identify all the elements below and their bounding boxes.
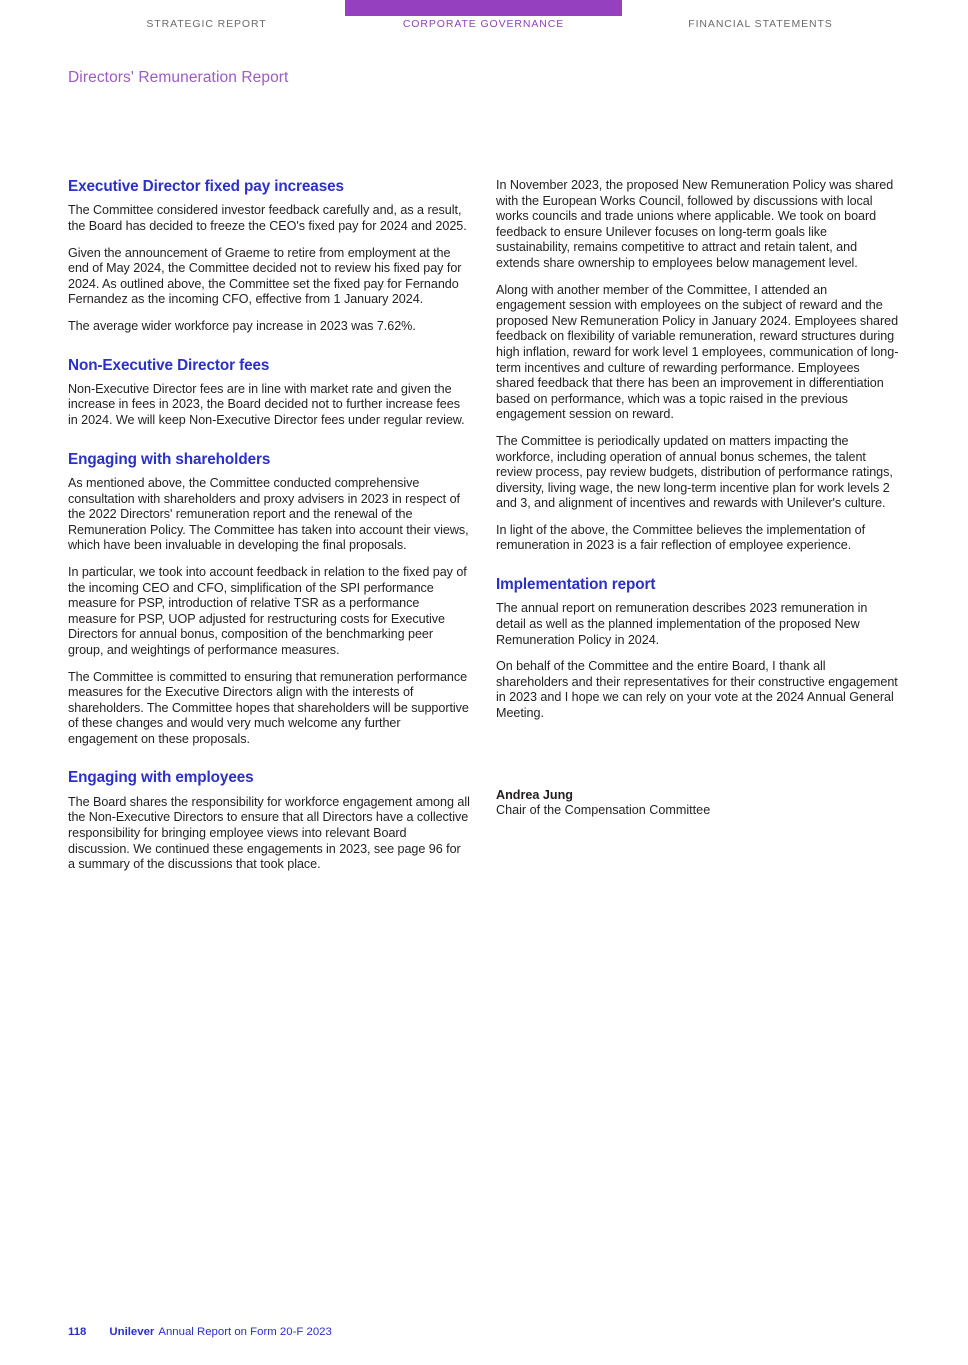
tab-corporate-governance[interactable] (345, 0, 622, 40)
left-column (68, 178, 471, 873)
tab-financial-statements-label: FINANCIAL STATEMENTS (688, 18, 833, 30)
tab-financial-statements[interactable] (622, 0, 899, 40)
tab-corporate-governance-label: CORPORATE GOVERNANCE (402, 18, 565, 30)
signature-name: Andrea Jung (496, 787, 573, 802)
paragraph: Given the announcement of Graeme to retire from employment at the end of May 2024, the Committee decided not to review his fixed pay for 2024. As outlined above, the Committee set the fixed pay for Fernando Fernandez as the incoming CFO, effective from 1 January 2024. (68, 245, 462, 307)
tab-strategic-report[interactable] (68, 0, 345, 40)
paragraph: The Board shares the responsibility for workforce engagement among all the Non-Executive Directors to ensure that all Directors have a collective responsibility for bringing employee views into relevant Board discussion. We continued these engagements in 2023, see page 96 for a summary of the discussions that took place. (68, 794, 470, 872)
paragraph: The annual report on remuneration describes 2023 remuneration in detail as well as the planned implementation of the proposed New Remuneration Policy in 2024. (496, 601, 868, 647)
heading-engaging-with-employees: Engaging with employees (68, 769, 254, 787)
heading-engaging-with-shareholders: Engaging with shareholders (68, 450, 271, 468)
footer-page-number: 118 (68, 1326, 87, 1338)
footer-brand: Unilever (109, 1326, 155, 1338)
tab-strategic-report-label: STRATEGIC REPORT (146, 18, 267, 30)
paragraph: Non-Executive Director fees are in line with market rate and given the increase in fees in 2023, the Board decided not to further increase fees in 2024. We will keep Non-Executive Director fees under regular review. (68, 381, 465, 428)
tab-financial-statements-strip (622, 0, 899, 16)
paragraph: In November 2023, the proposed New Remuneration Policy was shared with the European Works Council, followed by discussions with local works councils and trade unions where applicable. We took on board feedback to ensure Unilever focuses on long-term goals like sustainability, remains competitive to attract and retain talent, and extends share ownership to employees below management level. (496, 178, 894, 270)
running-head-tabbar (0, 0, 968, 40)
paragraph: In light of the above, the Committee believes the implementation of remuneration in 2023 is a fair reflection of employee experience. (496, 522, 866, 553)
paragraph: As mentioned above, the Committee conducted comprehensive consultation with shareholders and proxy advisers in 2023 in respect of the 2022 Directors' remuneration report and the renewal of the Remuneration Policy. The Committee has taken into account their views, which have been invaluable in developing the final proposals. (68, 475, 469, 553)
paragraph: The Committee is periodically updated on matters impacting the workforce, including operation of annual bonus schemes, the talent review process, pay review budgets, distribution of performance ratings, diversity, living wage, the new long-term incentive plan for work levels 2 and 3, and alignment of incentives and rewards with Unilever's culture. (496, 433, 893, 511)
paragraph: The Committee considered investor feedback carefully and, as a result, the Board has decided to freeze the CEO's fixed pay for 2024 and 2025. (68, 203, 467, 233)
paragraph: In particular, we took into account feedback in relation to the fixed pay of the incoming CEO and CFO, simplification of the SPI performance measure for PSP, introduction of relative TSR as a performance measure for PSP, UOP adjusted for restructuring costs for Executive Directors for annual bonus, composition of the benchmarking peer group, and weightings of performance measures. (68, 564, 467, 657)
paragraph: On behalf of the Committee and the entire Board, I thank all shareholders and their representatives for their constructive engagement in 2023 and I hope we can rely on your vote at the 2024 Annual General Meeting. (496, 659, 898, 720)
paragraph: The average wider workforce pay increase in 2023 was 7.62%. (68, 318, 416, 333)
tab-strategic-report-strip (68, 0, 345, 16)
heading-non-executive-director-fees: Non-Executive Director fees (68, 356, 270, 374)
signature-block (496, 788, 899, 819)
heading-implementation-report: Implementation report (496, 576, 656, 594)
paragraph: Along with another member of the Committee, I attended an engagement session with employees on the subject of reward and the proposed New Remuneration Policy in January 2024. Employees shared feedback on flexibility of variable remuneration, reward structures during high inflation, reward for work level 1 employees, communication of long-term incentives and culture of rewarding performance. Employees shared feedback that there has been an improvement in differentiation based on performance, which was a topic raised in the previous engagement session on reward. (496, 282, 899, 422)
heading-executive-director-fixed-pay-increases: Executive Director fixed pay increases (68, 178, 344, 195)
page-footer (68, 1326, 332, 1338)
paragraph: The Committee is committed to ensuring that remuneration performance measures for the Executive Directors align with the interests of shareholders. The Committee hopes that shareholders will be supportive of these changes and would very much welcome any further engagement on these proposals. (68, 669, 469, 746)
article-body (68, 178, 900, 873)
signature-role: Chair of the Compensation Committee (496, 803, 711, 818)
footer-report-title: Annual Report on Form 20-F 2023 (158, 1326, 332, 1338)
page-title: Directors' Remuneration Report (68, 69, 289, 86)
tab-corporate-governance-strip (345, 0, 622, 16)
right-column (496, 178, 899, 819)
